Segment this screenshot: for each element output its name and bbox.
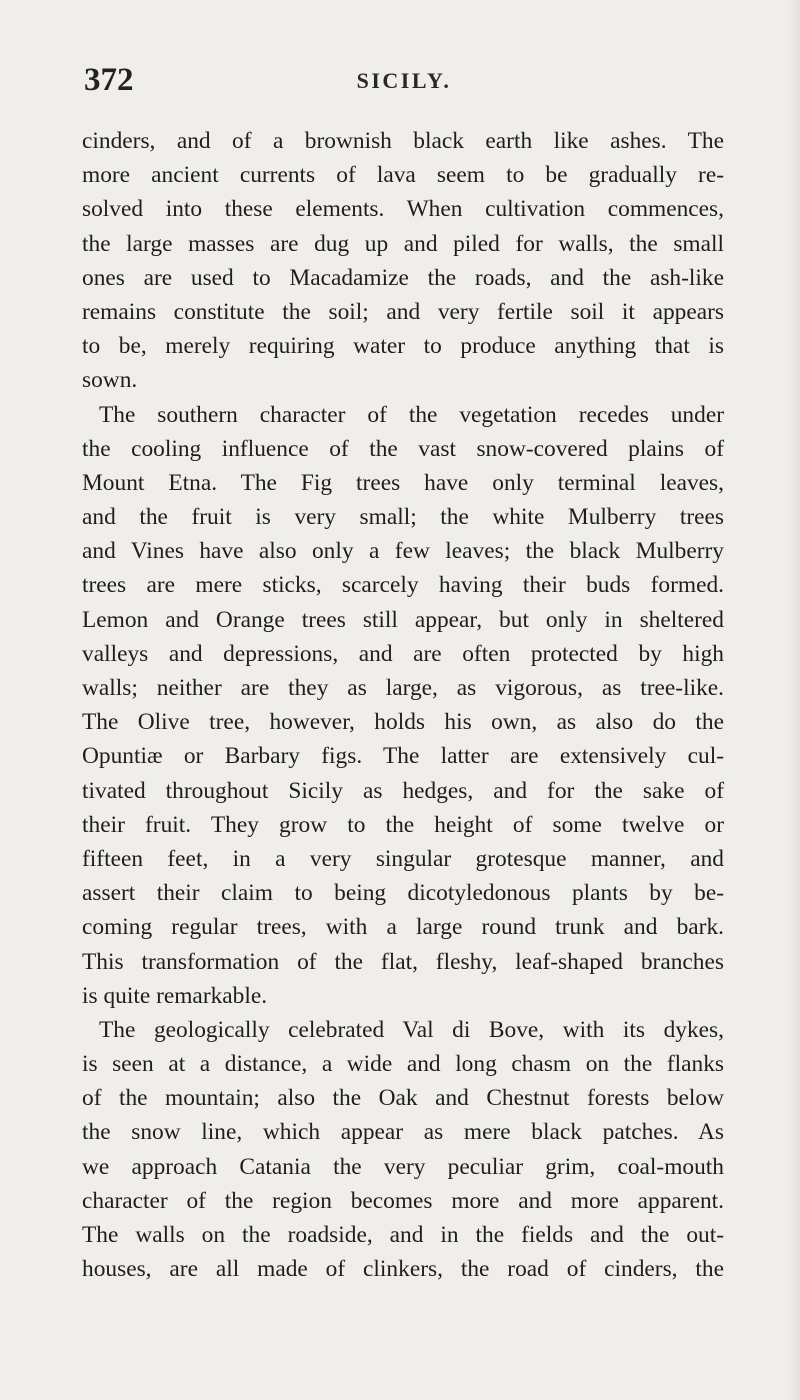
text-line: ones are used to Macadamize the roads, and the ash-like	[82, 264, 724, 291]
text-line: trees are mere sticks, scarcely having their buds formed.	[82, 572, 724, 599]
text-line: cinders, and of a brownish black earth like ashes. The	[82, 128, 724, 154]
text-line: more ancient currents of lava seem to be gradually re-	[82, 162, 724, 189]
text-line: The Olive tree, however, holds his own, as also do the	[82, 709, 724, 736]
text-line: is quite remarkable.	[82, 982, 268, 1009]
text-line: of the mountain; also the Oak and Chestnut forests below	[82, 1085, 724, 1112]
running-title: SICILY.	[356, 68, 452, 93]
text-line: assert their claim to being dicotyledonous plants by be-	[82, 880, 724, 907]
body-text	[82, 124, 724, 1286]
text-line: Mount Etna. The Fig trees have only terminal leaves,	[82, 469, 724, 496]
paragraph	[82, 124, 724, 398]
text-line: The geologically celebrated Val di Bove, with its dykes,	[99, 1016, 724, 1043]
text-line: walls; neither are they as large, as vigorous, as tree-like.	[82, 675, 724, 701]
text-line: character of the region becomes more and more apparent.	[82, 1187, 724, 1214]
text-line: solved into these elements. When cultivation commences,	[82, 196, 724, 223]
text-line: sown.	[82, 367, 138, 394]
text-line: remains constitute the soil; and very fertile soil it appears	[82, 298, 724, 325]
text-line: the cooling influence of the vast snow-covered plains of	[82, 435, 724, 462]
text-line: the large masses are dug up and piled for walls, the small	[82, 230, 724, 257]
text-line: The walls on the roadside, and in the fields and the out-	[82, 1222, 724, 1248]
text-line: fifteen feet, in a very singular grotesque manner, and	[82, 845, 724, 872]
text-line: This transformation of the flat, fleshy, leaf-shaped branches	[82, 948, 724, 975]
text-line: coming regular trees, with a large round trunk and bark.	[82, 914, 724, 941]
text-line: The southern character of the vegetation recedes under	[99, 401, 724, 428]
text-line: is seen at a distance, a wide and long chasm on the flanks	[82, 1051, 724, 1078]
text-line: Opuntiæ or Barbary figs. The latter are extensively cul-	[82, 743, 724, 770]
text-line: we approach Catania the very peculiar grim, coal-mouth	[82, 1153, 724, 1180]
text-line: valleys and depressions, and are often protected by high	[82, 640, 724, 667]
text-line: to be, merely requiring water to produce anything that is	[82, 333, 724, 360]
running-head	[84, 60, 724, 100]
paragraph	[82, 1013, 724, 1287]
text-line: and Vines have also only a few leaves; the black Mulberry	[82, 538, 724, 565]
text-line: houses, are all made of clinkers, the road of cinders, the	[82, 1256, 724, 1283]
paragraph	[82, 398, 724, 1013]
text-line: Lemon and Orange trees still appear, but only in sheltered	[82, 606, 724, 633]
text-line: tivated throughout Sicily as hedges, and for the sake of	[82, 777, 724, 804]
page-edge-shadow	[786, 0, 800, 1400]
text-line: their fruit. They grow to the height of some twelve or	[82, 811, 724, 838]
text-line: the snow line, which appear as mere black patches. As	[82, 1119, 724, 1146]
text-line: and the fruit is very small; the white Mulberry trees	[82, 504, 724, 531]
page-number: 372	[84, 62, 134, 98]
